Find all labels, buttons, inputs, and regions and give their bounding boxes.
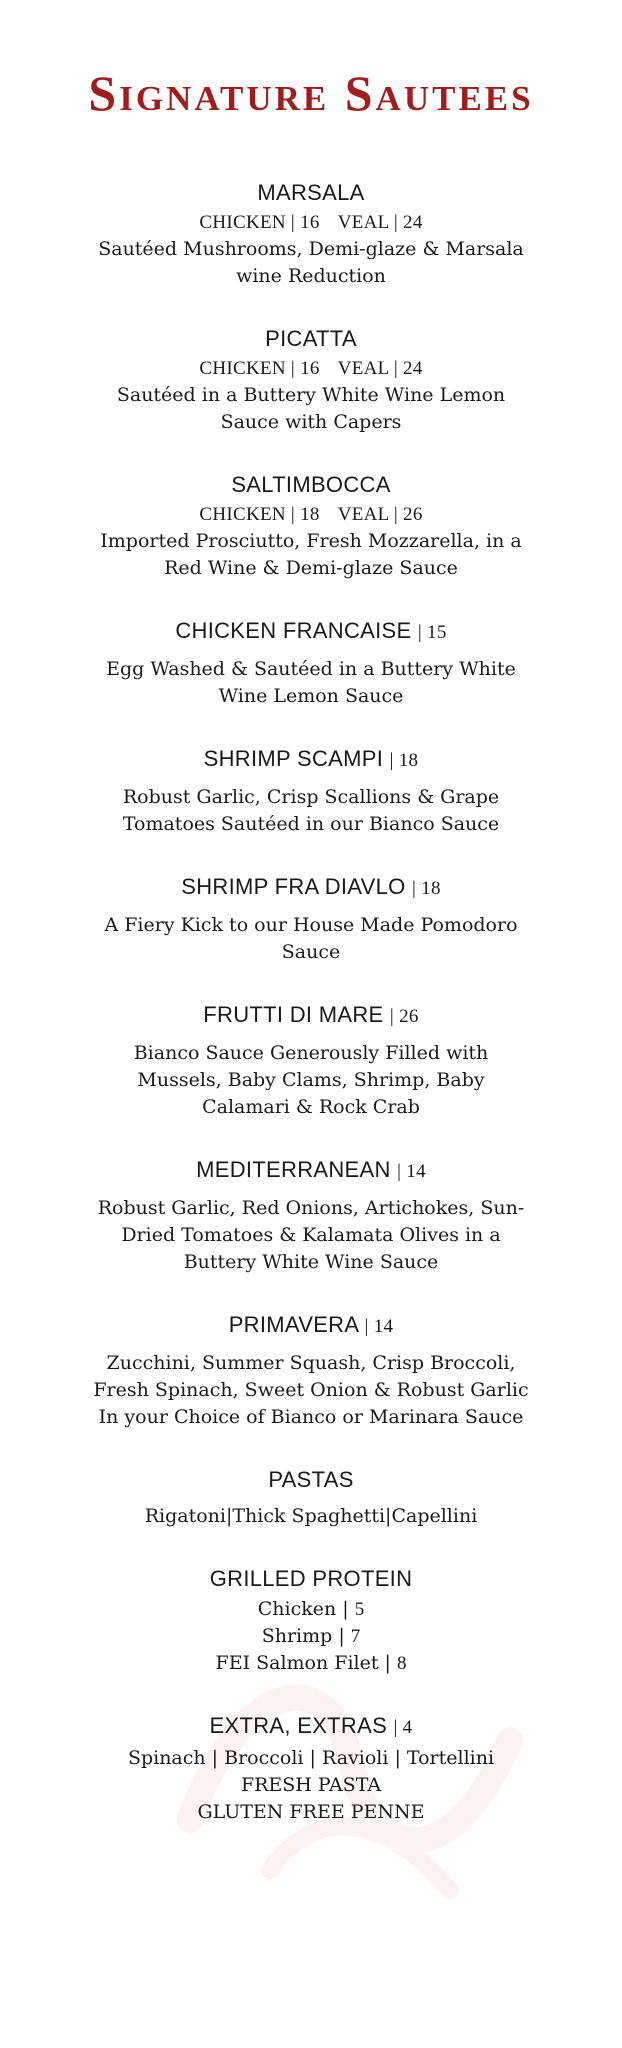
protein-option [0, 1596, 622, 1623]
item-name: MEDITERRANEAN [196, 1157, 391, 1182]
desc-line: Robust Garlic, Crisp Scallions & Grape [122, 786, 500, 808]
section-heading: EXTRA, EXTRAS [209, 1713, 388, 1738]
item-prices [0, 502, 622, 528]
desc-line: A Fiery Kick to our House Made Pomodoro [104, 914, 518, 936]
menu-item-picatta [0, 324, 622, 436]
item-heading [0, 872, 622, 904]
desc-line: Mussels, Baby Clams, Shrimp, Baby [137, 1069, 485, 1091]
desc-line: In your Choice of Bianco or Marinara Sauce [98, 1406, 524, 1428]
menu-item-marsala [0, 178, 622, 290]
desc-line: Dried Tomatoes & Kalamata Olives in a [121, 1224, 501, 1246]
item-price: | 18 [412, 878, 441, 899]
protein-label: Chicken | [257, 1598, 355, 1620]
desc-line: wine Reduction [236, 265, 386, 287]
item-heading [0, 744, 622, 776]
item-price: | 15 [417, 622, 447, 643]
menu-item-primavera [0, 1310, 622, 1431]
page-title: Signature Sautees [88, 65, 534, 121]
item-description [0, 1040, 622, 1121]
item-price: | 18 [389, 750, 419, 771]
section-heading: PASTAS [268, 1467, 354, 1492]
protein-price: 8 [396, 1653, 407, 1674]
item-description [0, 1350, 622, 1431]
extras-line: GLUTEN FREE PENNE [197, 1801, 425, 1823]
desc-line: Egg Washed & Sautéed in a Buttery White [106, 658, 516, 680]
item-heading [0, 1310, 622, 1342]
item-price: | 4 [393, 1717, 413, 1738]
item-price: | 14 [364, 1316, 394, 1337]
item-description [0, 784, 622, 838]
item-description [0, 382, 622, 436]
item-price: | 26 [389, 1006, 419, 1027]
price-veal: VEAL | 24 [337, 212, 423, 233]
item-description [0, 236, 622, 290]
protein-price: 7 [350, 1626, 361, 1647]
item-name: SHRIMP FRA DIAVLO [181, 874, 406, 899]
menu-list [0, 178, 622, 1860]
desc-line: Fresh Spinach, Sweet Onion & Robust Garlic [93, 1379, 529, 1401]
menu-item-shrimp-scampi [0, 744, 622, 838]
desc-line: Bianco Sauce Generously Filled with [133, 1042, 489, 1064]
item-heading [0, 1155, 622, 1187]
price-veal: VEAL | 26 [337, 504, 423, 525]
protein-option [0, 1623, 622, 1650]
desc-line: Sauce [281, 941, 341, 963]
section-pastas [0, 1465, 622, 1530]
item-name: PICATTA [265, 326, 357, 351]
item-prices [0, 356, 622, 382]
menu-item-saltimbocca [0, 470, 622, 582]
item-description [0, 656, 622, 710]
item-name: MARSALA [257, 180, 365, 205]
item-name: CHICKEN FRANCAISE [175, 618, 412, 643]
protein-option [0, 1650, 622, 1677]
price-veal: VEAL | 24 [337, 358, 423, 379]
price-chicken: CHICKEN | 18 [199, 504, 320, 525]
item-heading [0, 616, 622, 648]
item-name: FRUTTI DI MARE [203, 1002, 384, 1027]
protein-price: 5 [354, 1599, 365, 1620]
item-description [0, 528, 622, 582]
desc-line: Sautéed Mushrooms, Demi-glaze & Marsala [98, 238, 524, 260]
pasta-options: Rigatoni|Thick Spaghetti|Capellini [144, 1505, 478, 1527]
protein-label: Shrimp | [261, 1625, 351, 1647]
item-description [0, 912, 622, 966]
desc-line: Calamari & Rock Crab [202, 1096, 420, 1118]
desc-line: Wine Lemon Sauce [218, 685, 404, 707]
item-heading [0, 1711, 622, 1743]
menu-item-frutti-di-mare [0, 1000, 622, 1121]
section-heading: GRILLED PROTEIN [209, 1566, 413, 1591]
item-prices [0, 210, 622, 236]
menu-item-mediterranean [0, 1155, 622, 1276]
price-chicken: CHICKEN | 16 [199, 358, 320, 379]
menu-item-chicken-francaise [0, 616, 622, 710]
price-chicken: CHICKEN | 16 [199, 212, 320, 233]
protein-label: FEI Salmon Filet | [215, 1652, 397, 1674]
extras-line: FRESH PASTA [240, 1774, 382, 1796]
desc-line: Imported Prosciutto, Fresh Mozzarella, in a [100, 530, 522, 552]
item-description [0, 1195, 622, 1276]
item-price: | 14 [397, 1161, 426, 1182]
extras-line: Spinach | Broccoli | Ravioli | Tortellini [127, 1747, 495, 1769]
item-name: PRIMAVERA [228, 1312, 359, 1337]
section-grilled-protein [0, 1564, 622, 1677]
desc-line: Tomatoes Sautéed in our Bianco Sauce [122, 813, 500, 835]
desc-line: Zucchini, Summer Squash, Crisp Broccoli, [106, 1352, 516, 1374]
desc-line: Sautéed in a Buttery White Wine Lemon [116, 384, 506, 406]
desc-line: Buttery White Wine Sauce [183, 1251, 439, 1273]
item-heading [0, 1000, 622, 1032]
menu-item-shrimp-fra-diavlo [0, 872, 622, 966]
desc-line: Robust Garlic, Red Onions, Artichokes, Sun- [97, 1197, 525, 1219]
item-name: SALTIMBOCCA [231, 472, 391, 497]
section-extras [0, 1711, 622, 1826]
desc-line: Red Wine & Demi-glaze Sauce [164, 557, 458, 579]
desc-line: Sauce with Capers [220, 411, 402, 433]
item-name: SHRIMP SCAMPI [203, 746, 384, 771]
